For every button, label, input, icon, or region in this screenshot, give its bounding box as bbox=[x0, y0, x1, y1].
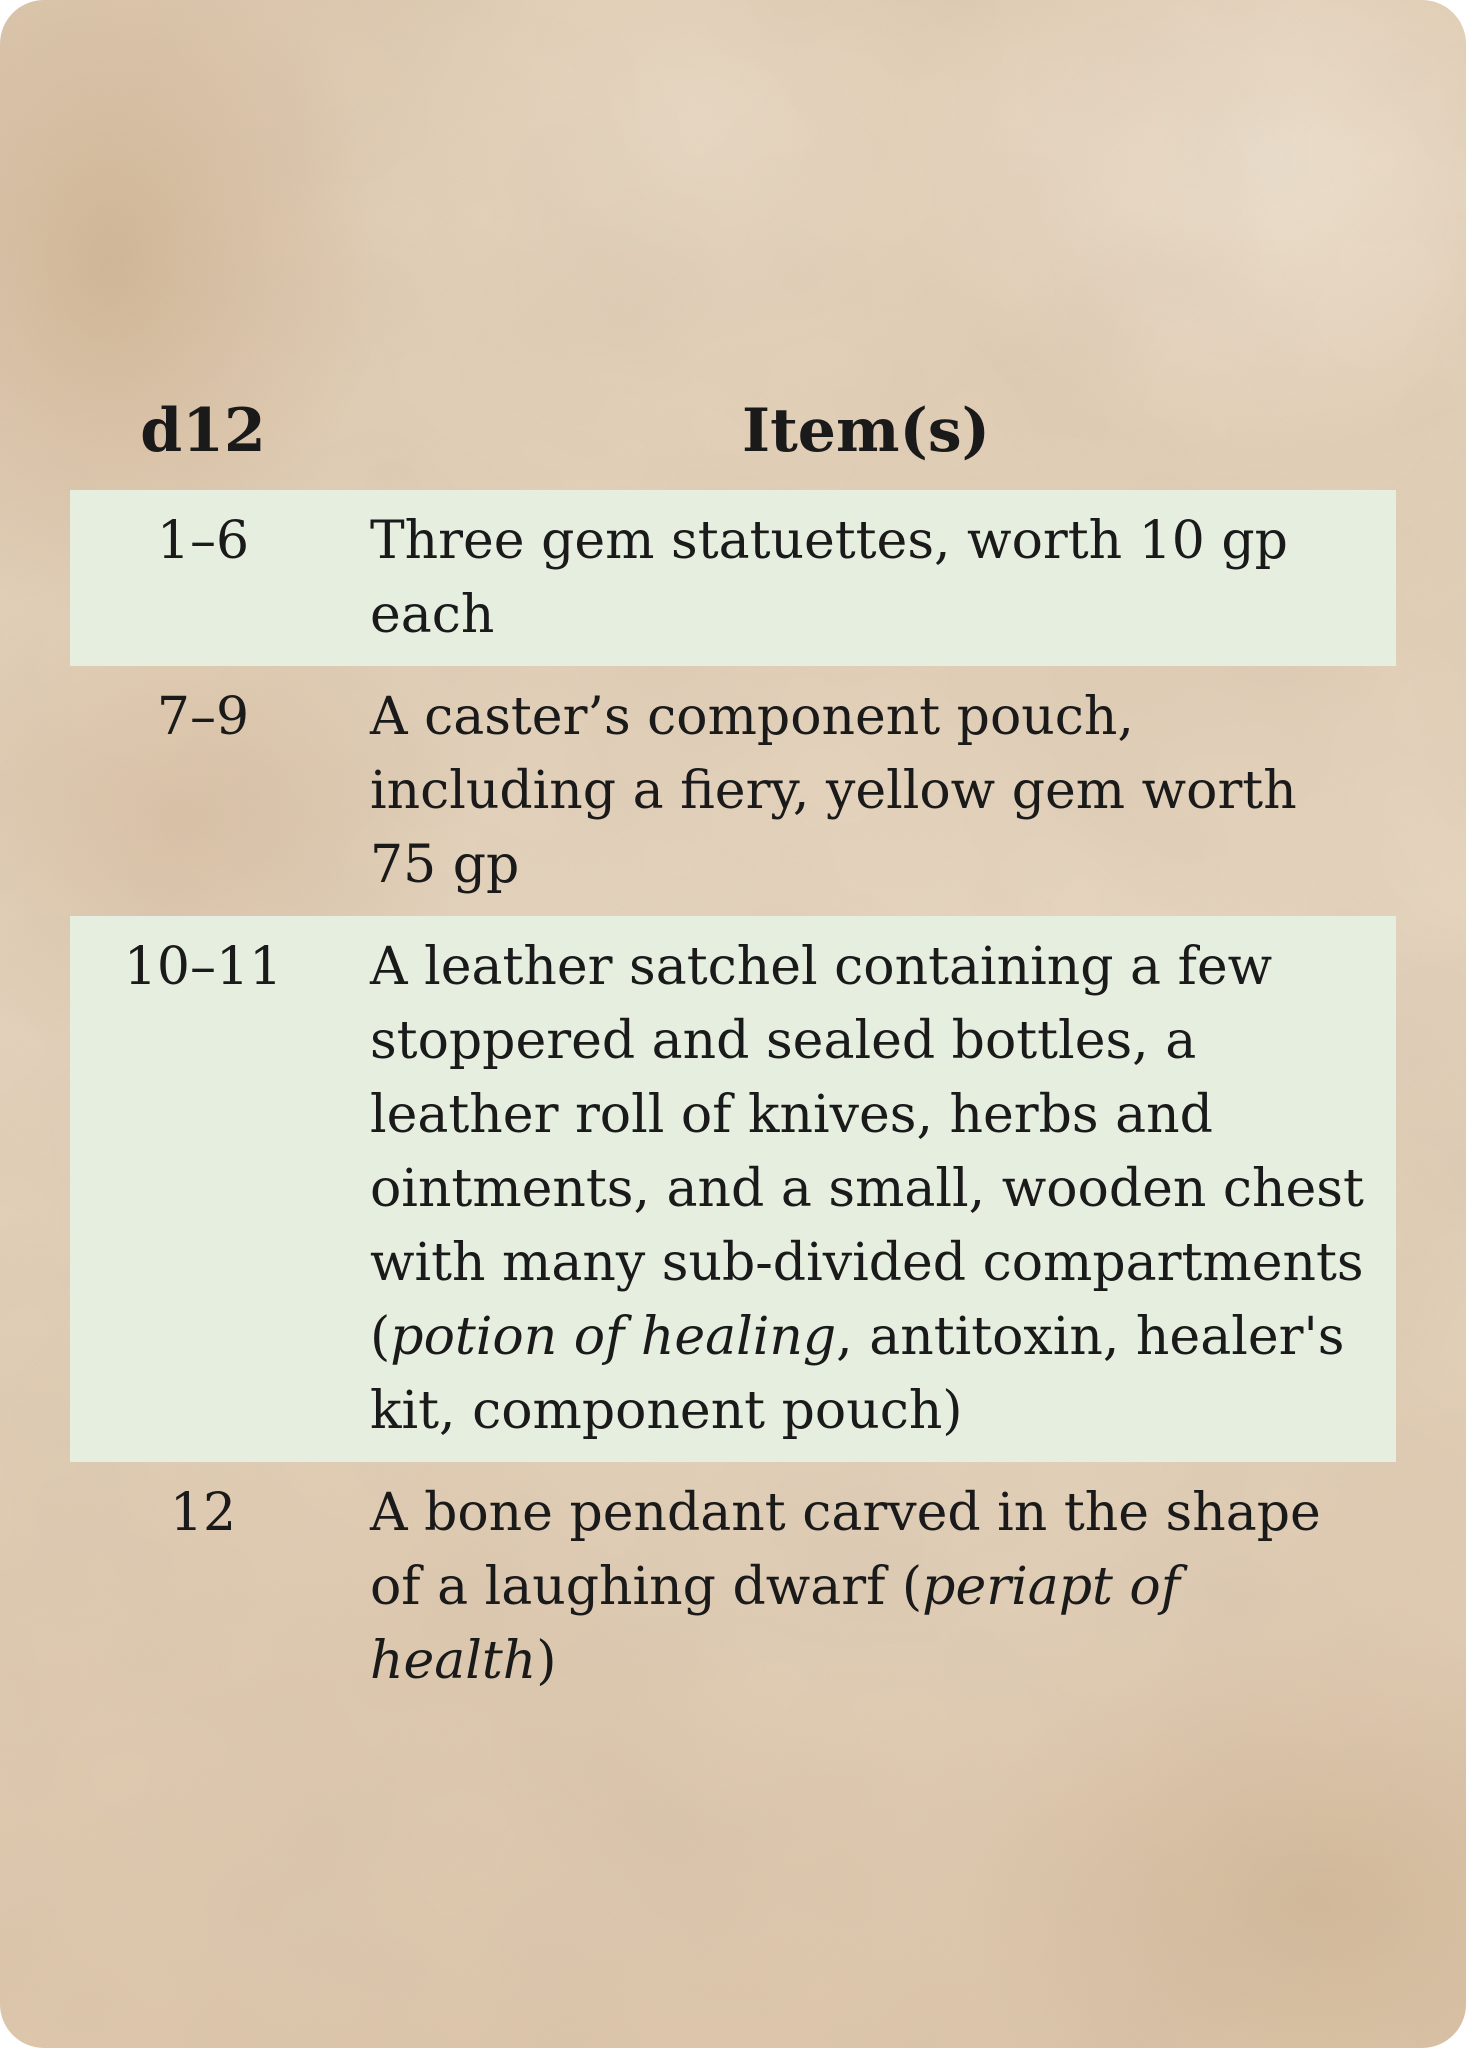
table-header-row bbox=[70, 372, 1396, 490]
roll-range: 7–9 bbox=[156, 687, 250, 747]
item-name-italic: periapt of health bbox=[370, 1557, 1180, 1691]
roll-range: 12 bbox=[169, 1483, 237, 1543]
roll-column-header: d12 bbox=[140, 396, 266, 466]
roll-range: 10–11 bbox=[70, 916, 336, 1462]
table-row bbox=[70, 1462, 1396, 1712]
item-text: A bone pendant carved in the shape of a laughing dwarf ( bbox=[370, 1483, 1321, 1617]
roll-range: 1–6 bbox=[70, 490, 336, 666]
item-text: A leather satchel containing a few stoppered and sealed bottles, a leather roll of knives, herbs and ointments, and a small, wooden chest with many sub-divided compartments ( bbox=[370, 937, 1364, 1367]
item-text: , antitoxin, healer's kit, component pouch) bbox=[370, 1307, 1345, 1441]
table-row bbox=[70, 916, 1396, 1462]
item-name-italic: potion of healing bbox=[390, 1307, 837, 1367]
item-description bbox=[336, 1462, 1396, 1712]
item-description: A caster’s component pouch, including a fiery, yellow gem worth 75 gp bbox=[370, 687, 1297, 895]
item-description: Three gem statuettes, worth 10 gp each bbox=[336, 490, 1396, 666]
loot-table bbox=[70, 372, 1396, 1712]
table-row bbox=[70, 490, 1396, 666]
item-text: ) bbox=[536, 1631, 557, 1691]
item-description bbox=[336, 916, 1396, 1462]
table-row bbox=[70, 666, 1396, 916]
item-column-header: Item(s) bbox=[742, 396, 990, 466]
